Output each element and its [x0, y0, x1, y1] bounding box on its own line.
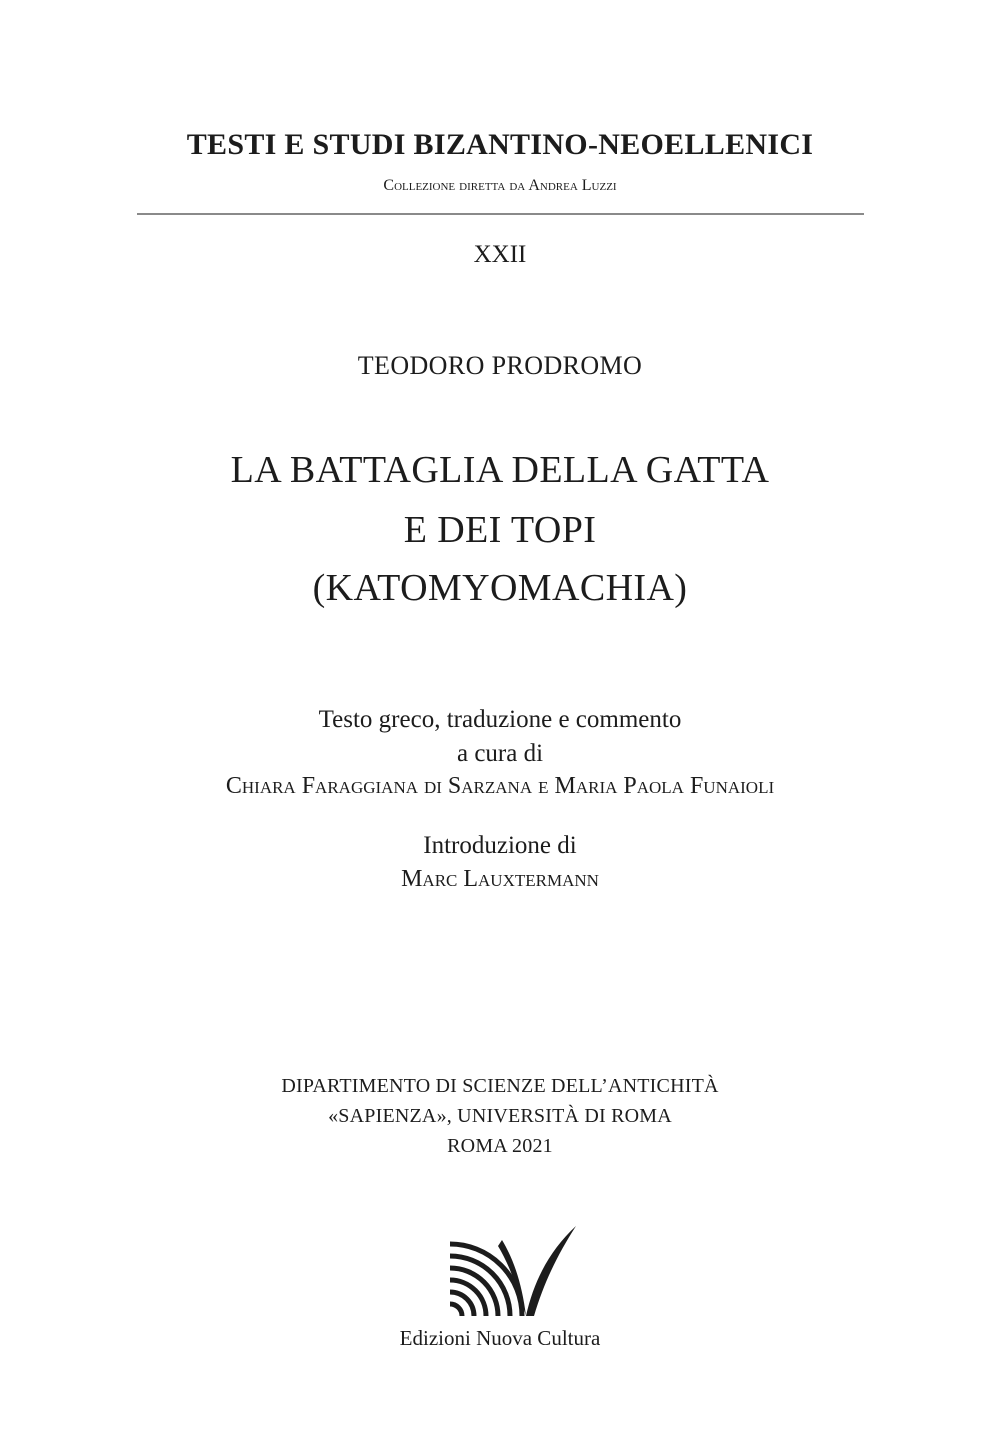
- introduction-label: Introduzione di: [423, 832, 577, 859]
- department-line: DIPARTIMENTO DI SCIENZE DELL’ANTICHITÀ: [281, 1075, 719, 1097]
- author-name: TEODORO PRODROMO: [357, 351, 643, 380]
- publisher-name: Edizioni Nuova Cultura: [399, 1326, 601, 1350]
- book-title-line-1: LA BATTAGLIA DELLA GATTA: [230, 449, 770, 491]
- series-title: TESTI E STUDI BIZANTINO-NEOELLENICI: [186, 128, 814, 161]
- book-title-line-2: E DEI TOPI: [403, 509, 597, 551]
- series-editor-line: Collezione diretta da Andrea Luzzi: [383, 177, 617, 194]
- place-year-line: ROMA 2021: [447, 1135, 553, 1157]
- university-line: «SAPIENZA», UNIVERSITÀ DI ROMA: [328, 1105, 672, 1127]
- book-title-line-3: (KATOMYOMACHIA): [312, 567, 688, 609]
- introduction-author: Marc Lauxtermann: [401, 866, 599, 892]
- volume-number: XXII: [473, 241, 527, 268]
- divider: [137, 213, 864, 215]
- edition-description: Testo greco, traduzione e commento: [318, 706, 682, 733]
- publisher-arcs-logo-icon: [442, 1220, 582, 1320]
- edited-by-label: a cura di: [456, 740, 544, 767]
- editors-names: Chiara Faraggiana di Sarzana e Maria Paola Funaioli: [225, 773, 775, 799]
